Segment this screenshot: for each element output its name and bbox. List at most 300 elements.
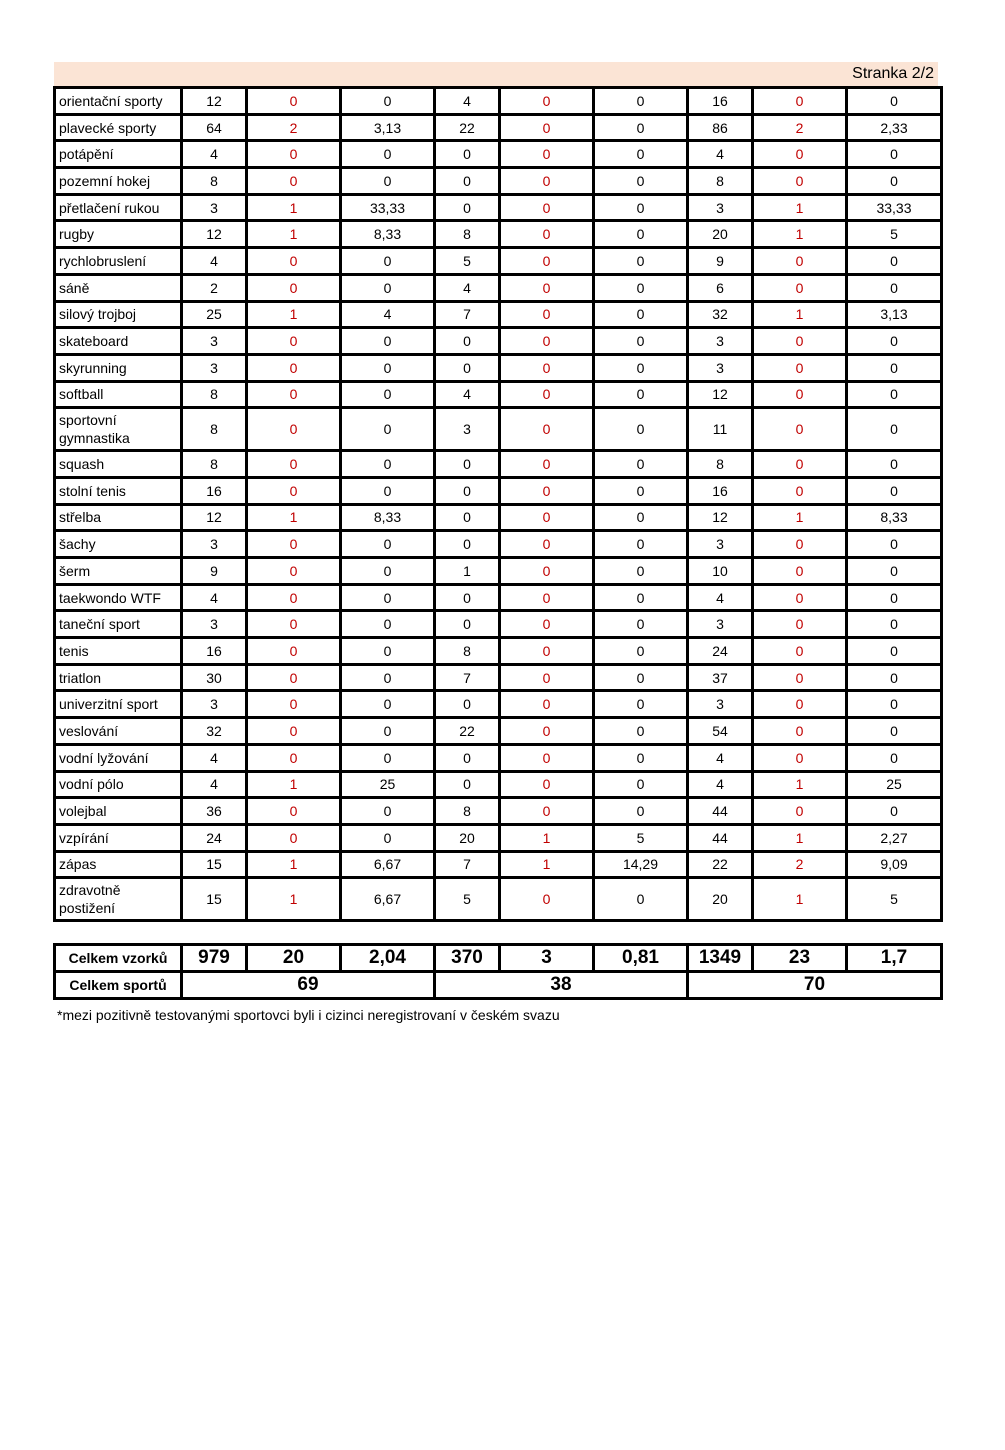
table-row <box>55 531 942 558</box>
table-cell: 0 <box>594 584 688 611</box>
table-cell: 0 <box>594 638 688 665</box>
table-cell: 22 <box>435 114 500 141</box>
table-cell: 6 <box>688 274 753 301</box>
table-cell: 0 <box>594 531 688 558</box>
table-cell: 0 <box>500 451 594 478</box>
table-cell: 3 <box>688 194 753 221</box>
table-cell: 0 <box>341 354 435 381</box>
table-row <box>55 664 942 691</box>
table-cell: 22 <box>435 718 500 745</box>
sport-name: squash <box>55 451 182 478</box>
table-row <box>55 88 942 115</box>
table-cell: 0 <box>500 381 594 408</box>
table-cell: 64 <box>182 114 247 141</box>
table-cell: 0 <box>753 611 847 638</box>
totals-sports-row <box>55 972 942 999</box>
table-cell: 0 <box>247 328 341 355</box>
table-cell: 1 <box>247 504 341 531</box>
table-cell: 0 <box>247 408 341 451</box>
table-cell: 33,33 <box>847 194 942 221</box>
table-cell: 1 <box>247 194 341 221</box>
table-cell: 0 <box>594 221 688 248</box>
table-cell: 14,29 <box>594 851 688 878</box>
table-cell: 9 <box>688 248 753 275</box>
table-cell: 25 <box>182 301 247 328</box>
table-row <box>55 194 942 221</box>
table-cell: 0 <box>247 477 341 504</box>
sport-name: softball <box>55 381 182 408</box>
table-cell: 0 <box>594 274 688 301</box>
table-cell: 0 <box>594 194 688 221</box>
table-cell: 20 <box>688 878 753 921</box>
sports-table <box>53 86 943 922</box>
table-cell: 3 <box>688 531 753 558</box>
table-cell: 0 <box>341 531 435 558</box>
table-cell: 4 <box>182 141 247 168</box>
table-cell: 0 <box>594 248 688 275</box>
table-cell: 8,33 <box>341 221 435 248</box>
table-cell: 9 <box>182 558 247 585</box>
table-cell: 0 <box>594 878 688 921</box>
table-row <box>55 611 942 638</box>
table-row <box>55 584 942 611</box>
table-cell: 12 <box>182 88 247 115</box>
table-cell: 0 <box>341 381 435 408</box>
table-cell: 5 <box>594 824 688 851</box>
table-cell: 0 <box>753 477 847 504</box>
table-cell: 0 <box>341 798 435 825</box>
table-cell: 10 <box>688 558 753 585</box>
sport-name: stolní tenis <box>55 477 182 504</box>
table-cell: 0 <box>753 744 847 771</box>
sport-name: orientační sporty <box>55 88 182 115</box>
table-cell: 0 <box>847 168 942 195</box>
table-cell: 0 <box>594 477 688 504</box>
table-cell: 0 <box>847 664 942 691</box>
table-cell: 2 <box>753 851 847 878</box>
table-cell: 1 <box>247 221 341 248</box>
table-cell: 0 <box>500 328 594 355</box>
table-cell: 0 <box>847 274 942 301</box>
table-cell: 0 <box>753 638 847 665</box>
sport-name: univerzitní sport <box>55 691 182 718</box>
table-cell: 0 <box>341 328 435 355</box>
table-cell: 0 <box>435 691 500 718</box>
table-cell: 0 <box>341 691 435 718</box>
table-cell: 8,33 <box>341 504 435 531</box>
table-cell: 0 <box>594 408 688 451</box>
sport-name: skyrunning <box>55 354 182 381</box>
table-row <box>55 141 942 168</box>
totals-sports-label: Celkem sportů <box>55 972 182 999</box>
table-cell: 15 <box>182 878 247 921</box>
table-cell: 0 <box>341 141 435 168</box>
table-cell: 6,67 <box>341 878 435 921</box>
table-cell: 0 <box>435 771 500 798</box>
table-cell: 5 <box>847 221 942 248</box>
table-cell: 1 <box>500 824 594 851</box>
table-cell: 0 <box>847 328 942 355</box>
table-cell: 0 <box>247 558 341 585</box>
table-cell: 0 <box>247 451 341 478</box>
table-cell: 8 <box>182 451 247 478</box>
table-cell: 8 <box>182 381 247 408</box>
table-cell: 4 <box>435 381 500 408</box>
table-cell: 4 <box>182 248 247 275</box>
table-cell: 0 <box>500 194 594 221</box>
table-cell: 0 <box>847 477 942 504</box>
table-cell: 33,33 <box>341 194 435 221</box>
table-cell: 2 <box>182 274 247 301</box>
table-cell: 0 <box>341 451 435 478</box>
table-cell: 0 <box>247 691 341 718</box>
table-cell: 0 <box>594 381 688 408</box>
table-cell: 3 <box>688 611 753 638</box>
table-cell: 0 <box>247 611 341 638</box>
table-cell: 3 <box>182 691 247 718</box>
table-cell: 1 <box>435 558 500 585</box>
table-cell: 16 <box>688 88 753 115</box>
table-cell: 0 <box>847 408 942 451</box>
table-cell: 3 <box>182 354 247 381</box>
table-cell: 0 <box>341 611 435 638</box>
table-row <box>55 691 942 718</box>
table-cell: 0 <box>435 328 500 355</box>
table-cell: 1 <box>247 771 341 798</box>
table-cell: 0 <box>594 718 688 745</box>
table-cell: 0 <box>500 584 594 611</box>
table-cell: 2,33 <box>847 114 942 141</box>
table-cell: 0 <box>500 141 594 168</box>
table-row <box>55 221 942 248</box>
table-cell: 36 <box>182 798 247 825</box>
sport-name: skateboard <box>55 328 182 355</box>
table-cell: 54 <box>688 718 753 745</box>
table-row <box>55 248 942 275</box>
table-cell: 0 <box>247 824 341 851</box>
table-row <box>55 638 942 665</box>
table-cell: 0 <box>247 248 341 275</box>
table-cell: 8,33 <box>847 504 942 531</box>
table-cell: 8 <box>688 451 753 478</box>
total-cell: 979 <box>182 945 247 972</box>
table-cell: 3 <box>182 328 247 355</box>
table-cell: 0 <box>247 274 341 301</box>
table-cell: 2 <box>753 114 847 141</box>
table-cell: 0 <box>594 328 688 355</box>
table-cell: 8 <box>435 221 500 248</box>
table-cell: 0 <box>594 168 688 195</box>
table-cell: 24 <box>182 824 247 851</box>
table-cell: 0 <box>500 718 594 745</box>
sport-name: vodní lyžování <box>55 744 182 771</box>
sport-name: taekwondo WTF <box>55 584 182 611</box>
sport-name: rugby <box>55 221 182 248</box>
table-cell: 0 <box>753 531 847 558</box>
table-cell: 0 <box>594 301 688 328</box>
table-cell: 0 <box>500 301 594 328</box>
table-cell: 4 <box>435 88 500 115</box>
table-cell: 25 <box>847 771 942 798</box>
table-cell: 0 <box>247 168 341 195</box>
table-cell: 0 <box>753 584 847 611</box>
table-cell: 0 <box>753 718 847 745</box>
table-cell: 86 <box>688 114 753 141</box>
total-cell: 2,04 <box>341 945 435 972</box>
table-cell: 16 <box>182 477 247 504</box>
table-cell: 0 <box>247 664 341 691</box>
table-cell: 5 <box>435 878 500 921</box>
table-cell: 0 <box>247 531 341 558</box>
sport-name: přetlačení rukou <box>55 194 182 221</box>
totals-table <box>53 943 943 1000</box>
table-cell: 0 <box>500 638 594 665</box>
table-cell: 3 <box>688 354 753 381</box>
table-cell: 0 <box>594 611 688 638</box>
table-cell: 1 <box>753 221 847 248</box>
table-row <box>55 878 942 921</box>
total-cell: 1349 <box>688 945 753 972</box>
footnote: *mezi pozitivně testovanými sportovci byli i cizinci neregistrovaní v českém svazu <box>57 1007 560 1023</box>
table-row <box>55 558 942 585</box>
table-cell: 0 <box>341 168 435 195</box>
table-cell: 3 <box>182 194 247 221</box>
table-cell: 0 <box>341 274 435 301</box>
table-cell: 0 <box>847 451 942 478</box>
table-cell: 1 <box>500 851 594 878</box>
sports-count-cell: 69 <box>182 972 435 999</box>
table-cell: 0 <box>341 408 435 451</box>
table-cell: 0 <box>753 798 847 825</box>
table-cell: 0 <box>247 638 341 665</box>
table-row <box>55 168 942 195</box>
table-cell: 1 <box>247 878 341 921</box>
table-cell: 44 <box>688 824 753 851</box>
table-cell: 0 <box>341 744 435 771</box>
total-cell: 370 <box>435 945 500 972</box>
table-cell: 0 <box>753 248 847 275</box>
table-cell: 0 <box>847 691 942 718</box>
sport-name: vodní pólo <box>55 771 182 798</box>
table-row <box>55 301 942 328</box>
table-row <box>55 798 942 825</box>
table-cell: 0 <box>500 744 594 771</box>
table-cell: 0 <box>753 354 847 381</box>
page-number: Stranka 2/2 <box>852 65 934 82</box>
table-row <box>55 771 942 798</box>
sport-name: veslování <box>55 718 182 745</box>
table-cell: 20 <box>435 824 500 851</box>
table-cell: 0 <box>594 354 688 381</box>
table-row <box>55 354 942 381</box>
table-cell: 0 <box>594 771 688 798</box>
table-cell: 0 <box>500 248 594 275</box>
table-cell: 4 <box>688 744 753 771</box>
table-cell: 3,13 <box>847 301 942 328</box>
table-cell: 0 <box>594 114 688 141</box>
table-cell: 0 <box>341 718 435 745</box>
table-row <box>55 851 942 878</box>
table-cell: 1 <box>247 851 341 878</box>
table-cell: 0 <box>500 408 594 451</box>
table-cell: 3 <box>435 408 500 451</box>
table-cell: 1 <box>753 194 847 221</box>
table-cell: 0 <box>341 558 435 585</box>
table-cell: 0 <box>500 691 594 718</box>
table-cell: 4 <box>182 744 247 771</box>
table-cell: 0 <box>500 664 594 691</box>
table-row <box>55 114 942 141</box>
table-cell: 0 <box>594 451 688 478</box>
table-cell: 0 <box>753 408 847 451</box>
table-cell: 7 <box>435 664 500 691</box>
sport-name: silový trojboj <box>55 301 182 328</box>
table-cell: 0 <box>847 558 942 585</box>
table-cell: 0 <box>500 88 594 115</box>
table-cell: 0 <box>500 531 594 558</box>
sport-name: sáně <box>55 274 182 301</box>
table-cell: 0 <box>594 88 688 115</box>
table-cell: 0 <box>500 168 594 195</box>
table-cell: 0 <box>247 718 341 745</box>
table-row <box>55 824 942 851</box>
table-cell: 0 <box>753 691 847 718</box>
table-cell: 0 <box>500 477 594 504</box>
totals-samples-label: Celkem vzorků <box>55 945 182 972</box>
table-cell: 0 <box>847 248 942 275</box>
sport-name: šachy <box>55 531 182 558</box>
table-cell: 0 <box>753 274 847 301</box>
total-cell: 20 <box>247 945 341 972</box>
table-cell: 0 <box>500 611 594 638</box>
table-cell: 0 <box>435 504 500 531</box>
table-cell: 7 <box>435 851 500 878</box>
table-cell: 8 <box>435 638 500 665</box>
table-cell: 24 <box>688 638 753 665</box>
table-cell: 0 <box>500 274 594 301</box>
table-cell: 5 <box>847 878 942 921</box>
table-cell: 4 <box>688 771 753 798</box>
table-cell: 0 <box>435 611 500 638</box>
page-header-band <box>54 62 938 86</box>
sport-name: vzpírání <box>55 824 182 851</box>
table-cell: 0 <box>753 451 847 478</box>
sports-count-cell: 70 <box>688 972 942 999</box>
table-cell: 0 <box>594 504 688 531</box>
table-cell: 15 <box>182 851 247 878</box>
table-cell: 1 <box>753 504 847 531</box>
table-cell: 8 <box>435 798 500 825</box>
table-cell: 0 <box>500 878 594 921</box>
table-cell: 12 <box>182 221 247 248</box>
sport-name: rychlobruslení <box>55 248 182 275</box>
sport-name: volejbal <box>55 798 182 825</box>
sport-name: pozemní hokej <box>55 168 182 195</box>
table-cell: 0 <box>753 381 847 408</box>
table-cell: 12 <box>688 504 753 531</box>
table-cell: 0 <box>341 248 435 275</box>
table-cell: 0 <box>753 88 847 115</box>
table-cell: 0 <box>435 531 500 558</box>
table-cell: 32 <box>688 301 753 328</box>
table-cell: 4 <box>182 771 247 798</box>
sport-name: triatlon <box>55 664 182 691</box>
table-row <box>55 381 942 408</box>
table-cell: 0 <box>341 664 435 691</box>
table-cell: 0 <box>247 584 341 611</box>
table-row <box>55 718 942 745</box>
table-cell: 0 <box>435 354 500 381</box>
table-cell: 0 <box>247 381 341 408</box>
table-cell: 3 <box>688 691 753 718</box>
sport-name: zápas <box>55 851 182 878</box>
table-cell: 25 <box>341 771 435 798</box>
table-cell: 0 <box>500 771 594 798</box>
table-cell: 0 <box>500 798 594 825</box>
table-cell: 16 <box>688 477 753 504</box>
table-cell: 22 <box>688 851 753 878</box>
table-cell: 8 <box>182 168 247 195</box>
table-cell: 0 <box>247 141 341 168</box>
table-row <box>55 328 942 355</box>
table-cell: 0 <box>500 114 594 141</box>
table-cell: 0 <box>341 824 435 851</box>
sport-name: potápění <box>55 141 182 168</box>
table-cell: 20 <box>688 221 753 248</box>
sport-name: střelba <box>55 504 182 531</box>
table-cell: 4 <box>435 274 500 301</box>
total-cell: 1,7 <box>847 945 942 972</box>
table-cell: 44 <box>688 798 753 825</box>
table-cell: 12 <box>688 381 753 408</box>
table-cell: 0 <box>594 691 688 718</box>
table-cell: 0 <box>500 558 594 585</box>
table-cell: 0 <box>435 744 500 771</box>
table-cell: 0 <box>847 611 942 638</box>
total-cell: 3 <box>500 945 594 972</box>
sport-name: zdravotně postižení <box>55 878 182 921</box>
table-cell: 0 <box>500 354 594 381</box>
table-cell: 0 <box>594 141 688 168</box>
table-row <box>55 408 942 451</box>
table-cell: 2,27 <box>847 824 942 851</box>
table-cell: 0 <box>753 141 847 168</box>
table-cell: 4 <box>341 301 435 328</box>
table-cell: 0 <box>594 798 688 825</box>
sport-name: šerm <box>55 558 182 585</box>
table-cell: 1 <box>753 771 847 798</box>
table-cell: 0 <box>847 718 942 745</box>
table-cell: 0 <box>847 354 942 381</box>
table-cell: 12 <box>182 504 247 531</box>
table-cell: 0 <box>753 664 847 691</box>
table-cell: 30 <box>182 664 247 691</box>
table-cell: 4 <box>182 584 247 611</box>
table-cell: 4 <box>688 584 753 611</box>
table-cell: 3 <box>182 531 247 558</box>
table-cell: 0 <box>341 584 435 611</box>
table-cell: 3 <box>182 611 247 638</box>
table-cell: 0 <box>435 477 500 504</box>
table-cell: 0 <box>247 798 341 825</box>
table-row <box>55 504 942 531</box>
table-cell: 0 <box>435 584 500 611</box>
total-cell: 0,81 <box>594 945 688 972</box>
table-cell: 0 <box>341 638 435 665</box>
table-cell: 0 <box>753 558 847 585</box>
table-cell: 4 <box>688 141 753 168</box>
table-cell: 1 <box>247 301 341 328</box>
